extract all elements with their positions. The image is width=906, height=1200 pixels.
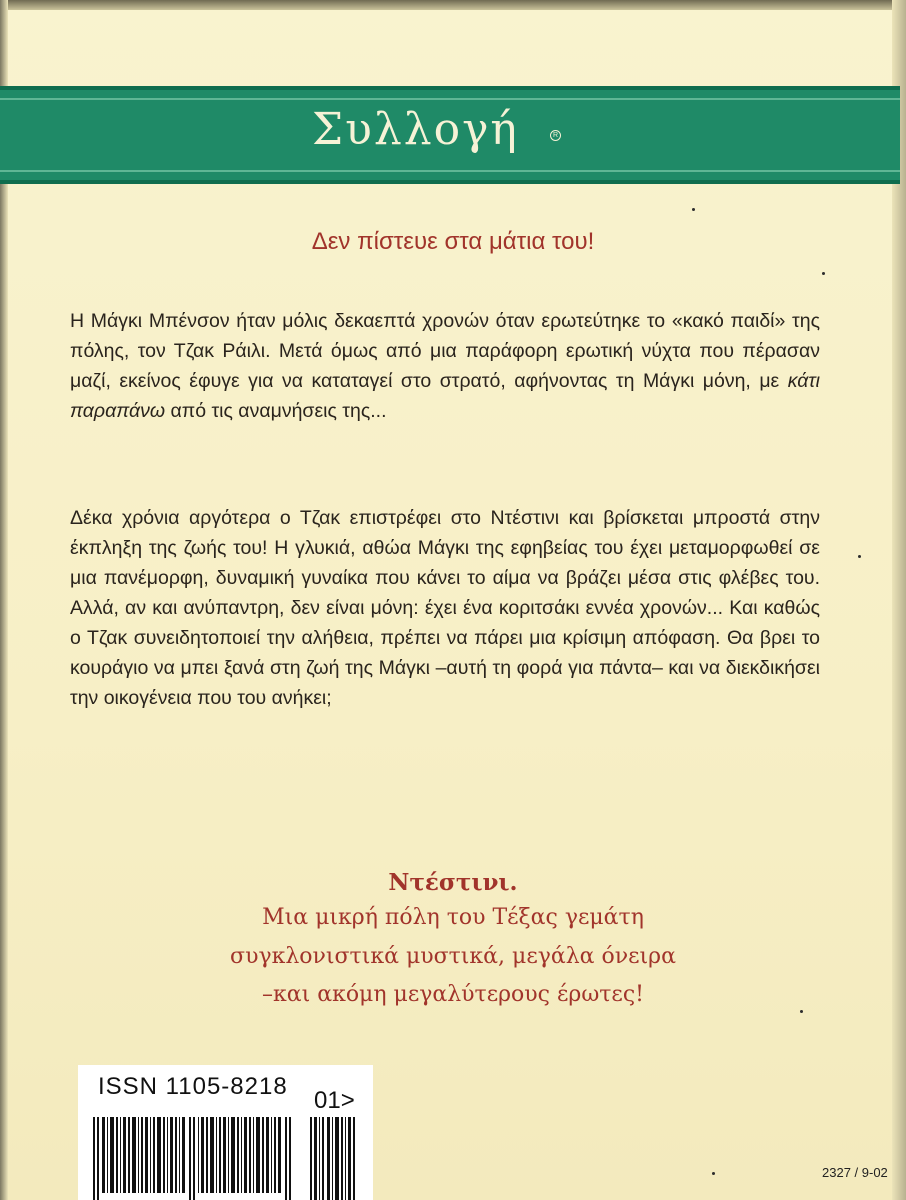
paragraph-1-text-start: Η Μάγκι Μπένσον ήταν μόλις δεκαεπτά χρονών όταν ερωτεύτηκε το «κακό παιδί» της πόλης, τον Τζακ Ράιλι. Μετά όμως από μια παράφορη ερωτική νύχτα που πέρασαν μαζί, εκείνος έφυγε για να καταταγεί στο στρατό, αφήνοντας τη Μάγκι μόνη, με	[70, 310, 820, 392]
tagline-line-2: συγκλονιστικά μυστικά, μεγάλα όνειρα	[230, 944, 676, 969]
speck	[712, 1172, 715, 1175]
speck	[692, 208, 695, 211]
speck	[858, 555, 861, 558]
registered-mark-icon: R	[550, 130, 561, 141]
blurb-paragraph-2: Δέκα χρόνια αργότερα ο Τζακ επιστρέφει στο Ντέστινι και βρίσκεται μπροστά στην έκπληξη της ζωής του! Η γλυκιά, αθώα Μάγκι της εφηβείας του έχει μεταμορφωθεί σε μια πανέμορφη, δυναμική γυναίκα που κάνει το αίμα να βράζει μέσα στις φλέβες του. Αλλά, αν και ανύπαντρη, δεν είναι μόνη: έχει ένα κοριτσάκι εννέα χρονών... Και καθώς ο Τζακ συνειδητοποιεί την αλήθεια, πρέπει να πάρει μια κρίσιμη απόφαση. Θα βρει το κουράγιο να μπει ξανά στη ζωή της Μάγκι –αυτή τη φορά για πάντα– και να διεκδικήσει την οικογένεια που του ανήκει;	[70, 507, 820, 709]
series-banner	[0, 86, 900, 184]
paragraph-1-italic: κάτι παραπάνω	[70, 370, 820, 422]
blurb-paragraph-1	[70, 306, 820, 426]
barcode-addon-image	[310, 1117, 360, 1200]
speck	[822, 272, 825, 275]
tagline-line-1: Μια μικρή πόλη του Τέξας γεμάτη	[262, 905, 644, 930]
tagline-title: Ντέστινι.	[388, 869, 518, 896]
series-logo: Συλλογή	[312, 104, 519, 155]
speck	[800, 1010, 803, 1013]
catalog-code: 2327 / 9-02	[822, 1165, 888, 1180]
issn-number: ISSN 1105-8218	[98, 1073, 288, 1100]
paragraph-1-text-end: από τις αναμνήσεις της...	[165, 400, 387, 422]
barcode-image	[93, 1117, 303, 1200]
barcode-addon-digits: 01>	[314, 1087, 355, 1114]
tagline-line-3: –και ακόμη μεγαλύτερους έρωτες!	[261, 982, 644, 1007]
cover-top-edge	[0, 0, 906, 10]
headline: Δεν πίστευε στα μάτια του!	[311, 228, 595, 255]
barcode-panel	[78, 1065, 373, 1200]
